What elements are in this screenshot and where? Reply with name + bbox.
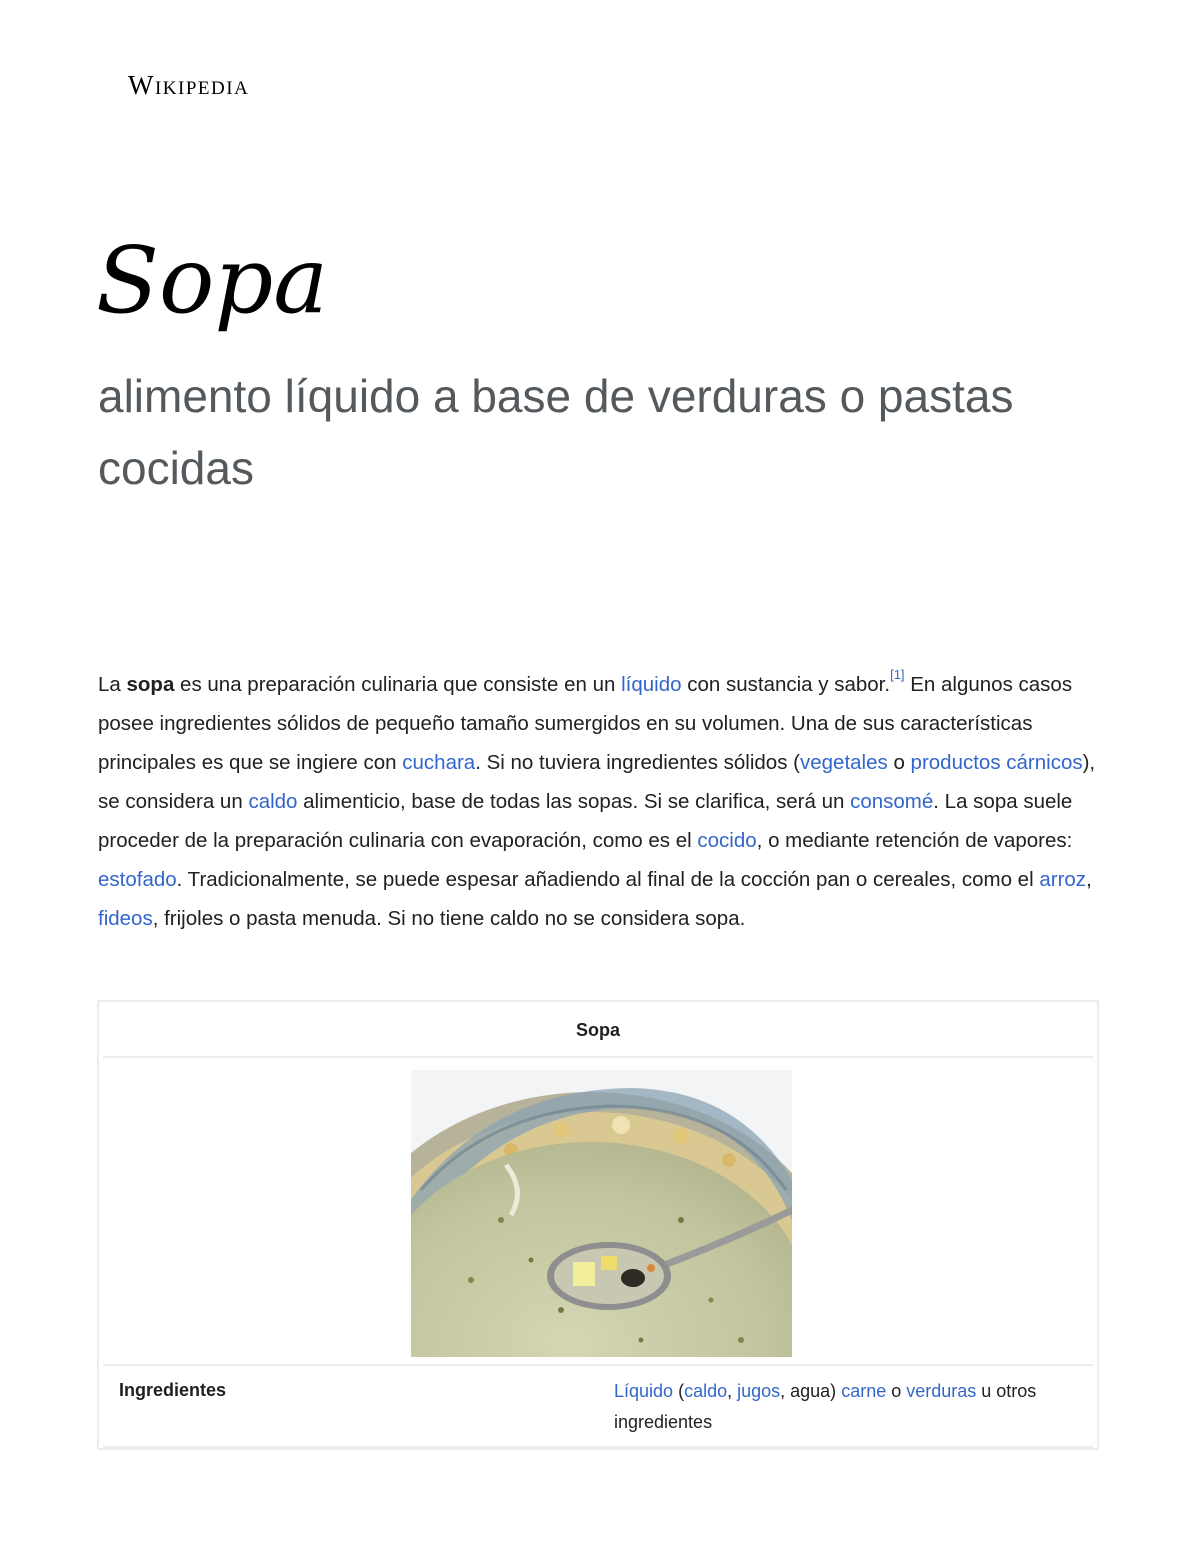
reference-1[interactable]: [1] <box>890 667 905 682</box>
link-arroz[interactable]: arroz <box>1039 868 1087 891</box>
link-jugos[interactable]: jugos <box>737 1381 781 1401</box>
infobox-caption: Sopa <box>575 1020 620 1040</box>
ingredients-text: ( <box>673 1381 685 1401</box>
infobox <box>97 1000 1099 1450</box>
ingredients-text: o <box>886 1381 907 1401</box>
intro-text: La <box>98 673 127 696</box>
link-consome[interactable]: consomé <box>850 790 934 813</box>
intro-text: ), se considera un <box>98 751 1096 813</box>
intro-text: . Tradicionalmente, se puede espesar añadiendo al final de la cocción pan o cereales, como el <box>176 868 1040 891</box>
infobox-divider <box>103 1056 1093 1058</box>
ingredients-label: Ingredientes <box>119 1380 227 1400</box>
intro-text: , frijoles o pasta menuda. Si no tiene caldo no se considera sopa. <box>152 907 746 930</box>
page-description: alimento líquido a base de verduras o pastas cocidas <box>98 370 1014 494</box>
link-carne[interactable]: carne <box>841 1381 887 1401</box>
intro-text: es una preparación culinaria que consiste en un <box>174 673 622 696</box>
link-cocido[interactable]: cocido <box>697 829 757 852</box>
ingredients-value <box>614 1376 1074 1438</box>
intro-text: , o mediante retención de vapores: <box>756 829 1073 852</box>
wikipedia-logo[interactable]: Wikipedia <box>128 70 250 100</box>
infobox-divider <box>103 1446 1093 1448</box>
link-productos-carnicos[interactable]: productos cárnicos <box>910 751 1083 774</box>
intro-text: En algunos casos posee ingredientes sólidos de pequeño tamaño sumergidos en su volumen. Una de sus características principales es que se ingiere con <box>98 673 1073 774</box>
soup-image[interactable] <box>411 1070 792 1357</box>
ingredients-text: u otros ingredientes <box>614 1381 1037 1432</box>
intro-paragraph <box>98 665 1098 938</box>
soup-bowl-illustration <box>411 1070 792 1357</box>
link-caldo[interactable]: caldo <box>248 790 298 813</box>
link-vegetales[interactable]: vegetales <box>799 751 888 774</box>
link-caldo-infobox[interactable]: caldo <box>684 1381 728 1401</box>
intro-text: . Si no tuviera ingredientes sólidos ( <box>475 751 800 774</box>
intro-bold-term: sopa <box>126 673 175 696</box>
link-liquido[interactable]: líquido <box>621 673 682 696</box>
intro-text: alimenticio, base de todas las sopas. Si se clarifica, será un <box>297 790 851 813</box>
intro-text: o <box>887 751 911 774</box>
link-estofado[interactable]: estofado <box>98 868 177 891</box>
ingredients-text: , agua) <box>780 1381 842 1401</box>
link-fideos[interactable]: fideos <box>98 907 153 930</box>
link-verduras[interactable]: verduras <box>906 1381 977 1401</box>
ingredients-text: , <box>727 1381 738 1401</box>
intro-text: , <box>1086 868 1092 891</box>
page-title: Sopa <box>96 227 329 334</box>
link-cuchara[interactable]: cuchara <box>402 751 476 774</box>
infobox-divider <box>103 1364 1093 1366</box>
intro-text: . La sopa suele proceder de la preparación culinaria con evaporación, como es el <box>98 790 1073 852</box>
intro-text: con sustancia y sabor. <box>681 673 891 696</box>
link-liquido-infobox[interactable]: Líquido <box>614 1381 674 1401</box>
